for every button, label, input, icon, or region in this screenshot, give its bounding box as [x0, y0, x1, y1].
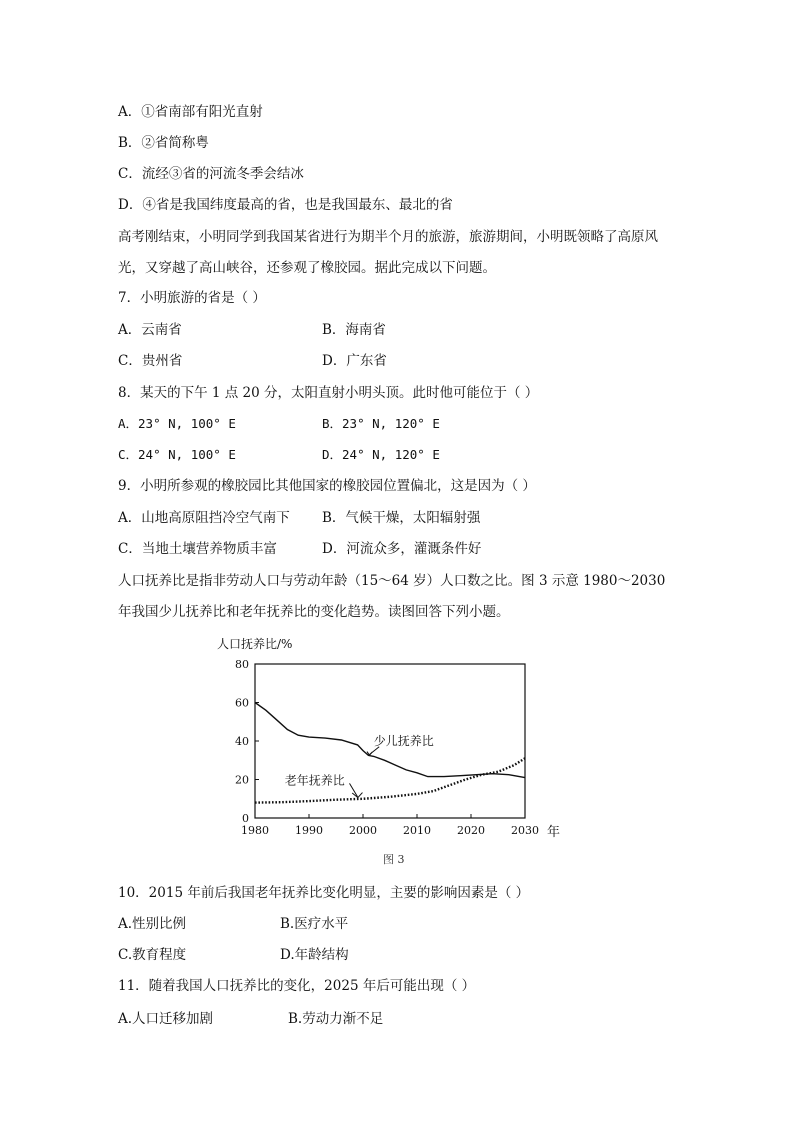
- q6-option-d: D．④省是我国纬度最高的省，也是我国最东、最北的省: [118, 197, 453, 213]
- q7-option-b: B．海南省: [322, 322, 386, 338]
- q8-option-b: B．23° N, 120° E: [322, 416, 440, 431]
- q6-option-a: A．①省南部有阳光直射: [118, 104, 263, 120]
- q7-stem: 7．小明旅游的省是（ ）: [118, 290, 266, 306]
- q11-option-b: B.劳动力渐不足: [288, 1011, 384, 1027]
- y-tick-label: 40: [235, 735, 249, 748]
- chart-caption: 图 3: [383, 853, 405, 866]
- x-tick-label: 1980: [241, 824, 269, 837]
- q8-option-d: D．24° N, 120° E: [322, 447, 440, 462]
- q9-stem: 9．小明所参观的橡胶园比其他国家的橡胶园位置偏北，这是因为（ ）: [118, 478, 536, 494]
- passage-travel: 高考刚结束，小明同学到我国某省进行为期半个月的旅游，旅游期间，小明既领略了高原风光，又穿越了高山峡谷，还参观了橡胶园。据此完成以下问题。: [118, 229, 658, 276]
- q11-option-a: A.人口迁移加剧: [118, 1011, 214, 1027]
- series-label-elderly-ratio: 老年抚养比: [284, 773, 345, 788]
- q11-stem: 11．随着我国人口抚养比的变化，2025 年后可能出现（ ）: [118, 978, 476, 994]
- q9-option-c: C．当地土壤营养物质丰富: [118, 541, 277, 557]
- q8-stem: 8．某天的下午 1 点 20 分，太阳直射小明头顶。此时他可能位于（ ）: [118, 385, 539, 401]
- y-tick-label: 60: [235, 696, 249, 710]
- q7-option-a: A．云南省: [118, 322, 182, 338]
- q9-option-a: A．山地高原阻挡冷空气南下: [118, 510, 290, 526]
- x-tick-label: 2010: [403, 824, 431, 837]
- chart-xlabel: 年: [547, 825, 561, 840]
- series-label-child-ratio: 少儿抚养比: [373, 733, 434, 748]
- q9-option-d: D．河流众多，灌溉条件好: [322, 541, 482, 557]
- x-tick-label: 2030: [511, 824, 539, 837]
- chart-ylabel: 人口抚养比/%: [217, 637, 293, 651]
- y-tick-label: 20: [235, 773, 249, 787]
- q8-option-a: A．23° N, 100° E: [118, 416, 236, 431]
- q7-option-c: C．贵州省: [118, 353, 183, 369]
- q10-stem: 10．2015 年前后我国老年抚养比变化明显，主要的影响因素是（ ）: [118, 885, 530, 901]
- x-tick-label: 2000: [349, 824, 377, 837]
- elderly-ratio-pointer: [350, 783, 358, 796]
- x-tick-label: 1990: [295, 824, 323, 837]
- q6-option-c: C．流经③省的河流冬季会结冰: [118, 166, 304, 182]
- q10-option-c: C.教育程度: [118, 947, 187, 963]
- q10-option-d: D.年龄结构: [280, 947, 349, 963]
- q9-option-b: B．气候干燥，太阳辐射强: [322, 510, 481, 526]
- q6-option-b: B．②省简称粤: [118, 135, 209, 151]
- q10-option-b: B.医疗水平: [280, 916, 349, 932]
- y-tick-label: 80: [235, 658, 249, 671]
- x-tick-label: 2020: [457, 824, 485, 837]
- q7-option-d: D．广东省: [322, 353, 387, 369]
- y-tick-label: 0: [242, 812, 249, 825]
- dependency-ratio-chart: [215, 632, 575, 872]
- q8-option-c: C．24° N, 100° E: [118, 447, 236, 462]
- q10-option-a: A.性别比例: [118, 916, 187, 932]
- elderly-ratio-arrowhead: [352, 793, 362, 798]
- passage-dependency-ratio: 人口抚养比是指非劳动人口与劳动年龄（15～64 岁）人口数之比。图 3 示意 1980～2030 年我国少儿抚养比和老年抚养比的变化趋势。读图回答下列小题。: [118, 573, 666, 620]
